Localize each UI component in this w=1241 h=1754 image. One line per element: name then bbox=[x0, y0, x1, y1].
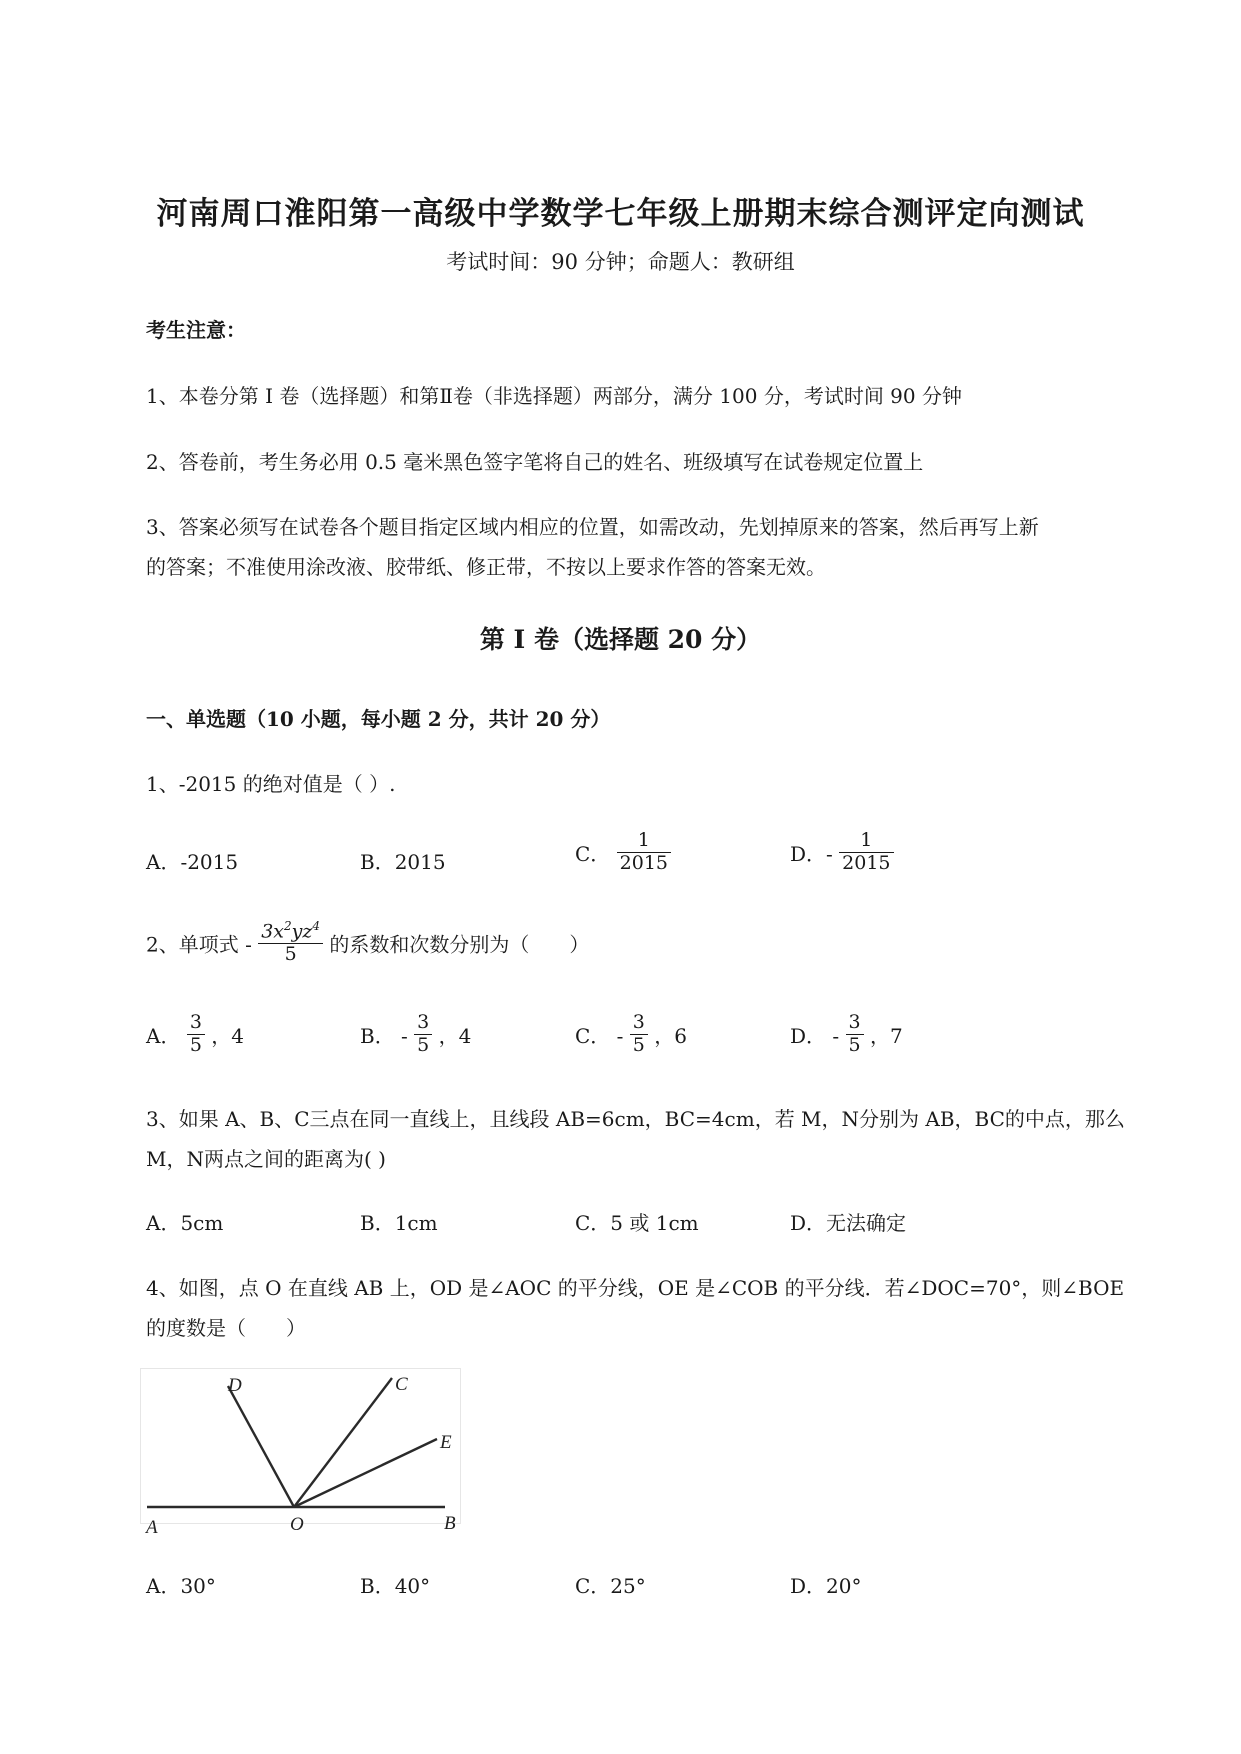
question-3-line-2: M，N两点之间的距离为( ) bbox=[146, 1147, 386, 1171]
part-heading: 一、单选题（10 小题，每小题 2 分，共计 20 分） bbox=[146, 707, 611, 731]
question-4-line-1: 4、如图，点 O 在直线 AB 上，OD 是∠AOC 的平分线，OE 是∠COB 的平分线．若∠DOC=70°，则∠BOE bbox=[146, 1276, 1125, 1300]
point-label-b: B bbox=[444, 1513, 456, 1534]
fraction-numerator: 3 bbox=[414, 1012, 432, 1035]
fraction bbox=[617, 830, 671, 875]
question-4-option-c: C．25° bbox=[575, 1574, 646, 1598]
fraction bbox=[630, 1012, 648, 1057]
angle-figure bbox=[140, 1368, 470, 1538]
option-label: B． - bbox=[360, 1023, 408, 1048]
question-4-option-b: B．40° bbox=[360, 1574, 431, 1598]
option-tail: ，4 bbox=[211, 1023, 244, 1048]
question-1-option-a: A．-2015 bbox=[146, 850, 239, 874]
question-2-option-a bbox=[146, 1012, 244, 1057]
section-title: 第 I 卷（选择题 20 分） bbox=[479, 625, 762, 654]
question-1-stem: 1、-2015 的绝对值是（ ）. bbox=[146, 772, 396, 796]
question-3-option-c: C．5 或 1cm bbox=[575, 1211, 699, 1235]
fraction-numerator bbox=[258, 920, 323, 944]
fraction-denominator: 5 bbox=[417, 1033, 430, 1056]
coef: 3x bbox=[261, 920, 285, 943]
fraction bbox=[187, 1012, 205, 1057]
point-label-a: A bbox=[146, 1517, 158, 1538]
ray-oc bbox=[294, 1378, 392, 1507]
option-tail: ，7 bbox=[869, 1023, 903, 1048]
fraction-denominator: 2015 bbox=[842, 851, 891, 874]
exam-subtitle: 考试时间：90 分钟；命题人：教研组 bbox=[446, 250, 795, 274]
notice-item-3-line-1: 3、答案必须写在试卷各个题目指定区域内相应的位置，如需改动，先划掉原来的答案，然后再写上新 bbox=[146, 515, 1039, 539]
notice-item-2: 2、答卷前，考生务必用 0.5 毫米黑色签字笔将自己的姓名、班级填写在试卷规定位置上 bbox=[146, 450, 924, 474]
point-label-c: C bbox=[395, 1374, 408, 1395]
fraction bbox=[414, 1012, 432, 1057]
question-3-option-b: B．1cm bbox=[360, 1211, 438, 1235]
question-4-option-d: D．20° bbox=[790, 1574, 862, 1598]
point-label-d: D bbox=[228, 1375, 242, 1396]
fraction-numerator: 3 bbox=[846, 1012, 864, 1035]
option-label: D．- bbox=[790, 841, 833, 866]
ray-od bbox=[228, 1386, 294, 1507]
ray-oe bbox=[294, 1439, 437, 1507]
option-label: A． bbox=[146, 1023, 181, 1048]
notice-item-3-line-2: 的答案；不准使用涂改液、胶带纸、修正带，不按以上要求作答的答案无效。 bbox=[146, 555, 826, 579]
question-2-stem bbox=[146, 920, 589, 966]
question-2-option-c bbox=[575, 1012, 687, 1057]
option-tail: ，4 bbox=[438, 1023, 472, 1048]
exam-title: 河南周口淮阳第一高级中学数学七年级上册期末综合测评定向测试 bbox=[156, 196, 1085, 232]
question-4-option-a: A．30° bbox=[146, 1574, 216, 1598]
point-label-e: E bbox=[440, 1432, 452, 1453]
exponent: 4 bbox=[312, 919, 321, 933]
option-label: D． - bbox=[790, 1023, 840, 1048]
fraction-denominator: 5 bbox=[632, 1033, 645, 1056]
option-label: C． - bbox=[575, 1023, 624, 1048]
question-1-option-b: B．2015 bbox=[360, 850, 446, 874]
point-label-o: O bbox=[290, 1514, 304, 1535]
vars: yz bbox=[291, 920, 313, 943]
exponent: 2 bbox=[284, 919, 292, 933]
question-2-suffix: 的系数和次数分别为（ ） bbox=[329, 932, 590, 957]
question-1-option-c bbox=[575, 830, 671, 875]
question-2-prefix: 2、单项式 - bbox=[146, 932, 252, 957]
fraction-numerator: 1 bbox=[617, 830, 671, 853]
fraction-numerator: 3 bbox=[187, 1012, 205, 1035]
fraction-numerator: 1 bbox=[839, 830, 893, 853]
question-3-option-a: A．5cm bbox=[146, 1211, 224, 1235]
option-tail: ，6 bbox=[654, 1023, 687, 1048]
fraction-denominator: 2015 bbox=[619, 851, 669, 874]
question-4-line-2: 的度数是（ ） bbox=[146, 1316, 306, 1340]
question-1-option-d bbox=[790, 830, 894, 875]
question-3-option-d: D．无法确定 bbox=[790, 1211, 907, 1235]
fraction-denominator: 5 bbox=[848, 1033, 861, 1056]
option-label: C． bbox=[575, 841, 611, 866]
question-2-option-b bbox=[360, 1012, 471, 1057]
fraction-denominator: 5 bbox=[189, 1033, 202, 1056]
fraction-denominator: 5 bbox=[284, 943, 297, 966]
monomial-fraction bbox=[258, 920, 323, 966]
notice-heading: 考生注意： bbox=[146, 318, 246, 342]
notice-item-1: 1、本卷分第 I 卷（选择题）和第Ⅱ卷（非选择题）两部分，满分 100 分，考试时间 90 分钟 bbox=[146, 384, 962, 408]
fraction bbox=[839, 830, 893, 875]
question-3-line-1: 3、如果 A、B、C三点在同一直线上，且线段 AB=6cm，BC=4cm，若 M，N分别为 AB，BC的中点，那么 bbox=[146, 1107, 1125, 1131]
question-2-option-d bbox=[790, 1012, 903, 1057]
fraction bbox=[846, 1012, 864, 1057]
fraction-numerator: 3 bbox=[630, 1012, 648, 1035]
